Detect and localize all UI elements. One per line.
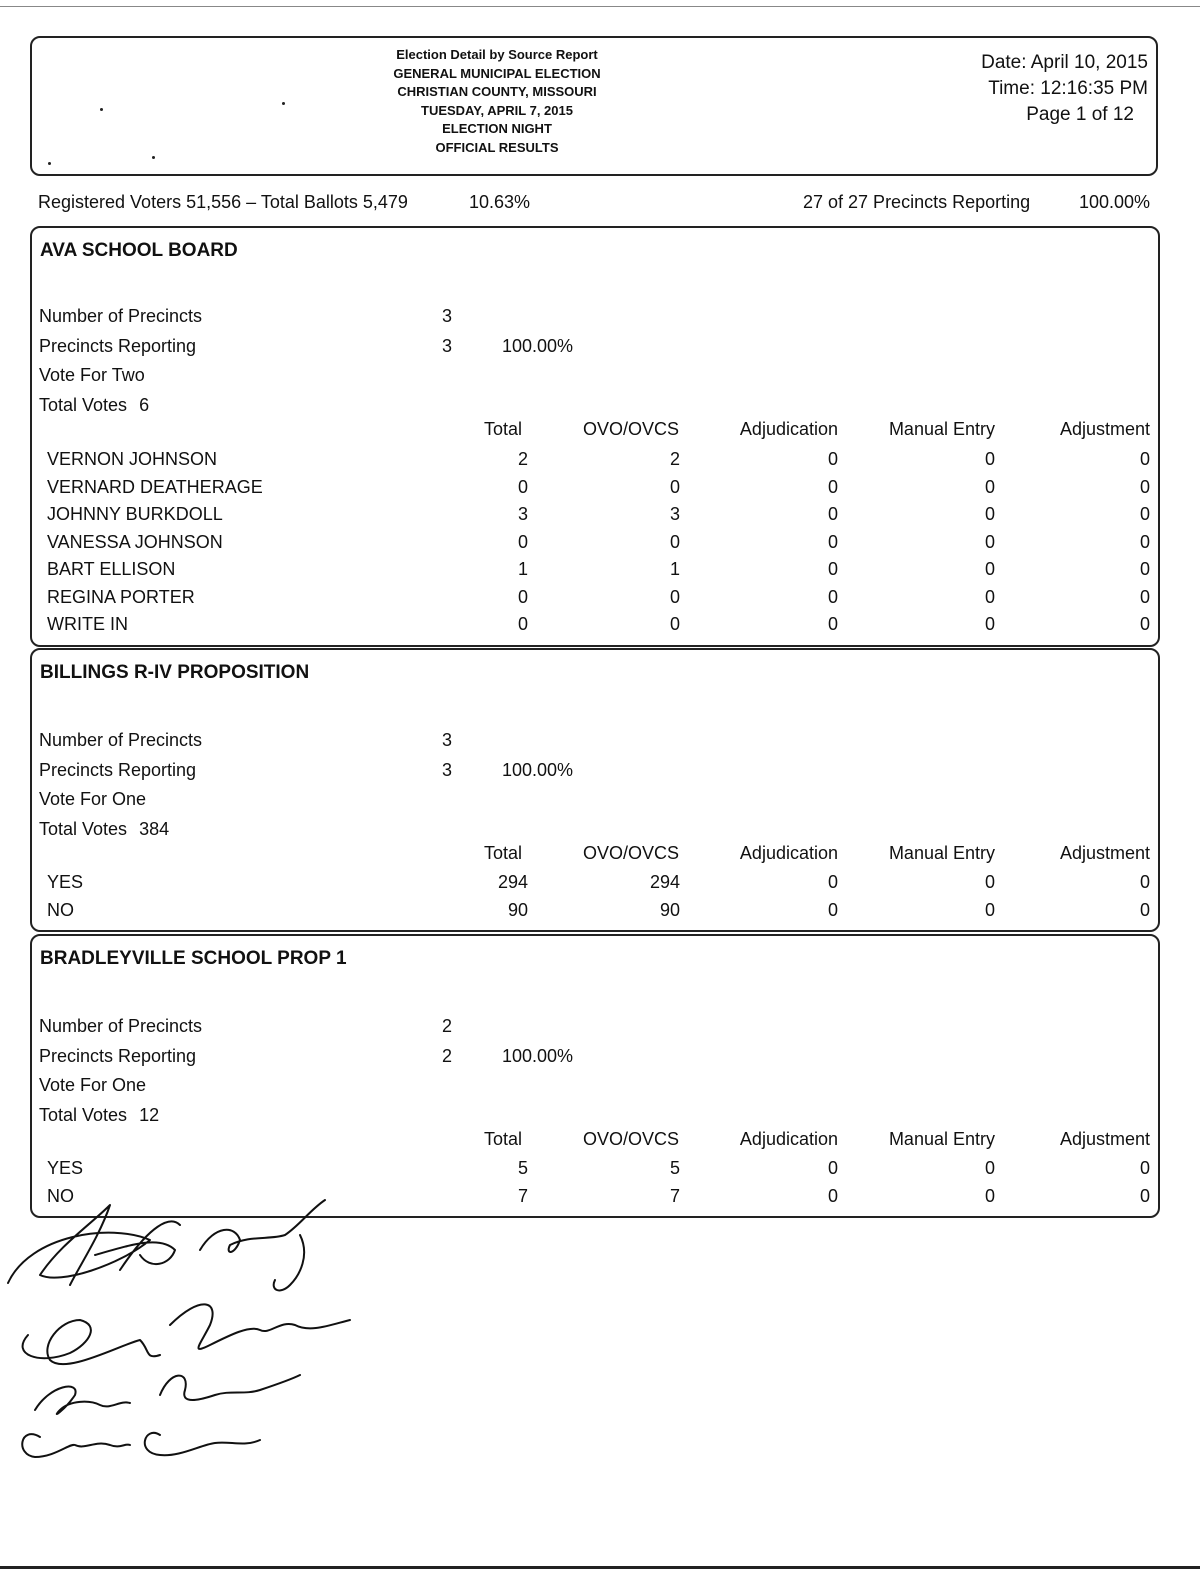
column-header-ovo-ovcs: OVO/OVCS — [582, 419, 679, 439]
total-votes — [39, 819, 169, 840]
candidate-name: VANESSA JOHNSON — [47, 531, 223, 552]
vote-count: 0 — [984, 872, 995, 892]
vote-count: 0 — [1139, 899, 1150, 920]
candidate-name: JOHNNY BURKDOLL — [47, 504, 223, 524]
vote-count: 0 — [827, 476, 838, 497]
report-heading — [372, 46, 622, 157]
total-votes-value: 6 — [139, 395, 150, 415]
vote-count: 0 — [517, 614, 528, 634]
number-of-precincts-value: 2 — [441, 1016, 452, 1036]
signature-2 — [23, 1304, 350, 1364]
vote-count: 0 — [984, 476, 995, 497]
vote-count: 90 — [659, 899, 680, 920]
vote-count: 3 — [669, 504, 680, 524]
column-header-adjustment: Adjustment — [1059, 843, 1150, 863]
column-header-total: Total — [483, 1129, 522, 1149]
total-votes-value: 12 — [139, 1105, 160, 1125]
signature-1 — [8, 1200, 325, 1290]
precincts-reporting-percent: 100.00% — [502, 1046, 574, 1066]
vote-count: 7 — [669, 1185, 680, 1206]
vote-count: 1 — [669, 559, 680, 579]
total-votes — [39, 1105, 159, 1126]
vote-count: 0 — [517, 476, 528, 497]
vote-for-label: Vote For One — [39, 1075, 147, 1095]
vote-count: 0 — [1139, 872, 1150, 892]
vote-count: 0 — [984, 1158, 995, 1178]
precincts-reporting-value: 2 — [441, 1046, 452, 1066]
column-header-adjudication: Adjudication — [739, 843, 838, 863]
precincts-reporting-label: Precincts Reporting — [39, 336, 197, 356]
report-meta — [981, 50, 1148, 128]
vote-count: 0 — [984, 449, 995, 469]
vote-count: 0 — [1139, 449, 1150, 469]
vote-count: 2 — [517, 449, 528, 469]
vote-count: 0 — [984, 531, 995, 552]
vote-count: 0 — [1139, 531, 1150, 552]
candidate-name: NO — [47, 899, 74, 920]
column-header-adjudication: Adjudication — [739, 1129, 838, 1149]
signature-4 — [22, 1433, 260, 1457]
candidate-name: VERNARD DEATHERAGE — [47, 476, 263, 497]
total-votes-label: Total Votes — [39, 1105, 128, 1125]
vote-for-label: Vote For Two — [39, 365, 145, 385]
column-header-manual-entry: Manual Entry — [888, 843, 995, 863]
election-night: ELECTION NIGHT — [442, 121, 552, 136]
candidate-name: VERNON JOHNSON — [47, 449, 218, 469]
vote-count: 0 — [669, 531, 680, 552]
scan-edge-bottom — [0, 1566, 1200, 1569]
column-header-adjustment: Adjustment — [1059, 1129, 1150, 1149]
vote-count: 294 — [649, 872, 680, 892]
precincts-reporting-percent: 100.00% — [502, 760, 574, 780]
vote-count: 0 — [827, 531, 838, 552]
number-of-precincts-value: 3 — [441, 306, 452, 326]
county-name: CHRISTIAN COUNTY, MISSOURI — [397, 84, 597, 99]
vote-count: 0 — [669, 614, 680, 634]
column-header-ovo-ovcs: OVO/OVCS — [582, 1129, 679, 1149]
report-date: Date: April 10, 2015 — [981, 52, 1148, 73]
contest-box — [30, 226, 1160, 647]
vote-count: 1 — [517, 559, 528, 579]
column-header-manual-entry: Manual Entry — [888, 1129, 995, 1149]
contest-title: BILLINGS R-IV PROPOSITION — [40, 662, 310, 683]
candidate-name: WRITE IN — [47, 614, 128, 634]
results-status: OFFICIAL RESULTS — [435, 139, 559, 155]
vote-count: 0 — [984, 504, 995, 524]
vote-count: 0 — [827, 449, 838, 469]
contest-title: AVA SCHOOL BOARD — [40, 240, 238, 261]
total-votes — [39, 395, 149, 416]
precincts-reporting-label: Precincts Reporting — [39, 1046, 197, 1066]
number-of-precincts-label: Number of Precincts — [39, 306, 203, 326]
official-signatures — [0, 1195, 380, 1465]
turnout-summary — [38, 192, 1150, 218]
vote-count: 0 — [1139, 586, 1150, 607]
vote-count: 0 — [984, 1185, 995, 1206]
vote-count: 0 — [827, 899, 838, 920]
vote-count: 0 — [1139, 476, 1150, 497]
vote-count: 2 — [669, 449, 680, 469]
signature-3 — [35, 1375, 300, 1414]
scan-speck — [100, 108, 103, 111]
contest-box — [30, 934, 1160, 1218]
page-number: Page 1 of 12 — [1026, 104, 1134, 125]
total-votes-label: Total Votes — [39, 819, 128, 839]
election-name: GENERAL MUNICIPAL ELECTION — [393, 65, 601, 81]
contest-title: BRADLEYVILLE SCHOOL PROP 1 — [40, 948, 347, 969]
candidate-name: NO — [47, 1185, 74, 1206]
registered-voters: Registered Voters 51,556 – Total Ballots 5,479 — [38, 192, 408, 212]
precincts-reporting-percent: 100.00% — [502, 336, 574, 356]
scan-speck — [282, 102, 285, 105]
number-of-precincts-value: 3 — [441, 730, 452, 750]
precincts-reporting-percent: 100.00% — [1078, 192, 1150, 212]
report-title: Election Detail by Source Report — [396, 47, 598, 62]
scan-speck — [152, 156, 155, 159]
precincts-reporting-value: 3 — [441, 336, 452, 356]
vote-count: 5 — [669, 1158, 680, 1178]
vote-count: 0 — [1139, 504, 1150, 524]
election-date: TUESDAY, APRIL 7, 2015 — [421, 102, 573, 118]
vote-count: 0 — [827, 1185, 838, 1206]
scan-edge-top — [0, 6, 1200, 7]
vote-count: 0 — [984, 614, 995, 634]
number-of-precincts-label: Number of Precincts — [39, 730, 203, 750]
column-header-ovo-ovcs: OVO/OVCS — [582, 843, 679, 863]
vote-count: 0 — [984, 899, 995, 920]
number-of-precincts-label: Number of Precincts — [39, 1016, 203, 1036]
total-votes-value: 384 — [139, 819, 170, 839]
vote-count: 0 — [827, 872, 838, 892]
vote-count: 0 — [827, 614, 838, 634]
vote-count: 0 — [517, 531, 528, 552]
vote-count: 0 — [669, 476, 680, 497]
vote-count: 5 — [517, 1158, 528, 1178]
vote-count: 294 — [497, 872, 528, 892]
vote-count: 0 — [827, 1158, 838, 1178]
candidate-name: YES — [47, 1158, 84, 1178]
candidate-name: BART ELLISON — [47, 559, 176, 579]
vote-count: 3 — [517, 504, 528, 524]
scan-speck — [48, 162, 51, 165]
column-header-adjustment: Adjustment — [1059, 419, 1150, 439]
vote-count: 0 — [669, 586, 680, 607]
vote-count: 0 — [1139, 1185, 1150, 1206]
column-header-adjudication: Adjudication — [739, 419, 838, 439]
candidate-name: REGINA PORTER — [47, 586, 195, 607]
vote-count: 0 — [517, 586, 528, 607]
total-votes-label: Total Votes — [39, 395, 128, 415]
vote-count: 0 — [984, 559, 995, 579]
vote-count: 90 — [507, 899, 528, 920]
vote-count: 0 — [1139, 614, 1150, 634]
vote-count: 0 — [827, 586, 838, 607]
precincts-reporting-summary: 27 of 27 Precincts Reporting — [803, 192, 1031, 212]
column-header-total: Total — [483, 419, 522, 439]
candidate-name: YES — [47, 872, 84, 892]
vote-count: 0 — [827, 559, 838, 579]
vote-for-label: Vote For One — [39, 789, 147, 809]
contest-box — [30, 648, 1160, 932]
vote-count: 0 — [827, 504, 838, 524]
report-time: Time: 12:16:35 PM — [988, 78, 1148, 99]
vote-count: 0 — [1139, 559, 1150, 579]
column-header-total: Total — [483, 843, 522, 863]
turnout-percent: 10.63% — [469, 192, 531, 212]
vote-count: 0 — [1139, 1158, 1150, 1178]
column-header-manual-entry: Manual Entry — [888, 419, 995, 439]
vote-count: 0 — [984, 586, 995, 607]
vote-count: 7 — [517, 1185, 528, 1206]
precincts-reporting-value: 3 — [441, 760, 452, 780]
precincts-reporting-label: Precincts Reporting — [39, 760, 197, 780]
report-header — [30, 36, 1158, 176]
